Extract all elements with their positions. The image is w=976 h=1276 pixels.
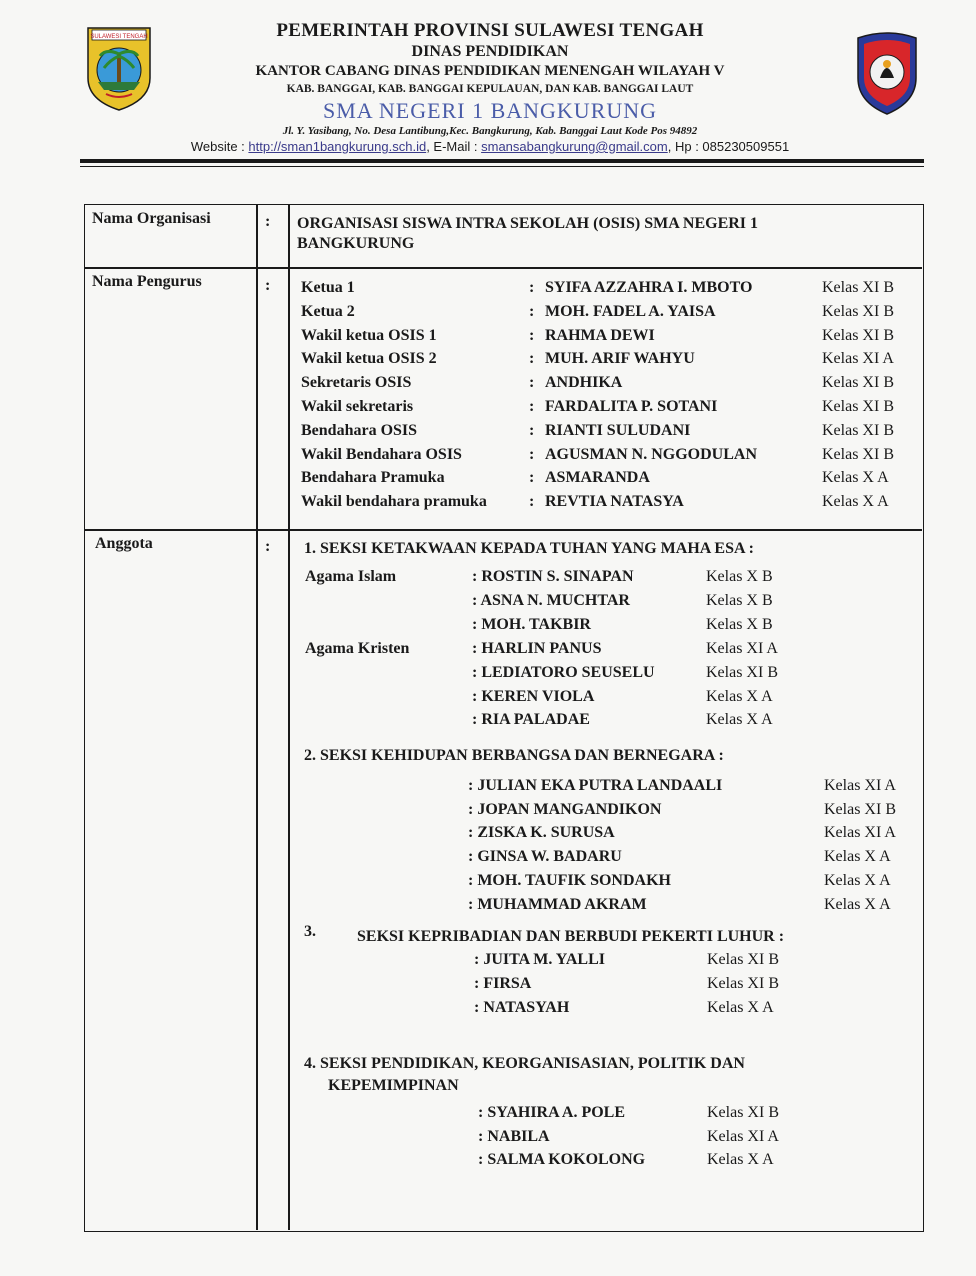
section-3-number: 3. bbox=[304, 923, 316, 940]
member-name: SYIFA AZZAHRA I. MBOTO bbox=[545, 279, 753, 296]
list-item bbox=[0, 774, 976, 798]
list-item bbox=[0, 637, 976, 661]
list-item bbox=[0, 845, 976, 869]
list-item bbox=[0, 371, 976, 395]
member-name: AGUSMAN N. NGGODULAN bbox=[545, 445, 757, 463]
member-name: : FIRSA bbox=[474, 975, 532, 992]
section-3-title: SEKSI KEPRIBADIAN DAN BERBUDI PEKERTI LUHUR : bbox=[357, 928, 785, 945]
list-item bbox=[0, 1101, 976, 1125]
member-name: : JULIAN EKA PUTRA LANDAALI bbox=[468, 777, 723, 794]
class-label: Kelas XI B bbox=[822, 398, 894, 415]
email-link[interactable]: smansabangkurung@gmail.com bbox=[481, 139, 668, 154]
class-label: Kelas XI B bbox=[822, 445, 894, 463]
table-row-divider bbox=[84, 267, 922, 269]
member-name: REVTIA NATASYA bbox=[545, 493, 684, 511]
list-item bbox=[0, 324, 976, 348]
class-label: Kelas X A bbox=[824, 871, 891, 889]
class-label: Kelas XI A bbox=[824, 824, 896, 842]
list-item bbox=[0, 972, 976, 996]
letterhead-divider-thin bbox=[80, 166, 924, 167]
colon: : bbox=[529, 493, 535, 511]
list-item bbox=[0, 1148, 976, 1172]
member-name: : HARLIN PANUS bbox=[472, 639, 602, 657]
school-address: Jl. Y. Yasibang, No. Desa Lantibung,Kec. Bangkurung, Kab. Banggai Laut Kode Pos 94892 bbox=[282, 125, 698, 137]
member-name: : ASNA N. MUCHTAR bbox=[472, 591, 630, 609]
list-item bbox=[0, 419, 976, 443]
list-item bbox=[0, 661, 976, 685]
member-name: : NATASYAH bbox=[474, 999, 570, 1016]
class-label: Kelas XI B bbox=[707, 975, 779, 992]
list-item bbox=[0, 276, 976, 300]
letterhead-divider-thick bbox=[80, 159, 924, 163]
colon: : bbox=[529, 350, 535, 368]
provincial-emblem-icon bbox=[84, 24, 154, 112]
member-name: : SYAHIRA A. POLE bbox=[478, 1104, 625, 1121]
class-label: Kelas X A bbox=[822, 469, 889, 487]
class-label: Kelas X A bbox=[822, 493, 889, 511]
list-item bbox=[0, 996, 976, 1020]
list-item bbox=[0, 395, 976, 419]
colon: : bbox=[529, 302, 535, 320]
member-name: : MUHAMMAD AKRAM bbox=[468, 895, 647, 913]
colon: : bbox=[265, 277, 271, 294]
class-label: Kelas XI B bbox=[706, 663, 778, 681]
colon: : bbox=[529, 421, 535, 439]
member-name: : RIA PALADAE bbox=[472, 711, 590, 729]
role-label: Ketua 2 bbox=[301, 302, 355, 320]
list-item bbox=[0, 565, 976, 589]
colon: : bbox=[529, 279, 535, 296]
colon: : bbox=[529, 398, 535, 415]
list-item bbox=[0, 589, 976, 613]
class-label: Kelas X A bbox=[707, 999, 774, 1016]
member-name: : JOPAN MANGANDIKON bbox=[468, 800, 662, 818]
class-label: Kelas XI B bbox=[822, 279, 894, 296]
section-1-title: 1. SEKSI KETAKWAAN KEPADA TUHAN YANG MAHA ESA : bbox=[304, 540, 754, 557]
role-label: Sekretaris OSIS bbox=[301, 374, 412, 392]
colon: : bbox=[265, 538, 271, 555]
religion-group: Agama Kristen bbox=[305, 639, 410, 657]
class-label: Kelas XI A bbox=[706, 639, 778, 657]
role-label: Wakil ketua OSIS 1 bbox=[301, 326, 437, 344]
list-item bbox=[0, 466, 976, 490]
colon: : bbox=[529, 445, 535, 463]
class-label: Kelas XI B bbox=[707, 951, 779, 968]
org-name-line1: ORGANISASI SISWA INTRA SEKOLAH (OSIS) SMA NEGERI 1 bbox=[297, 215, 759, 232]
member-name: : ZISKA K. SURUSA bbox=[468, 824, 615, 842]
list-item bbox=[0, 821, 976, 845]
list-item bbox=[0, 685, 976, 709]
role-label: Bendahara OSIS bbox=[301, 421, 418, 439]
role-label: Bendahara Pramuka bbox=[301, 469, 445, 487]
member-name: FARDALITA P. SOTANI bbox=[545, 398, 718, 415]
table-row-divider bbox=[84, 529, 922, 531]
list-item bbox=[0, 613, 976, 637]
list-item bbox=[0, 893, 976, 917]
member-name: : JUITA M. YALLI bbox=[474, 951, 605, 968]
member-name: ASMARANDA bbox=[545, 469, 650, 487]
class-label: Kelas XI B bbox=[822, 374, 894, 392]
phone-text: , Hp : 085230509551 bbox=[667, 139, 790, 154]
colon: : bbox=[529, 469, 535, 487]
class-label: Kelas XI A bbox=[822, 350, 894, 368]
colon: : bbox=[265, 213, 271, 230]
role-label: Wakil bendahara pramuka bbox=[301, 493, 487, 511]
class-label: Kelas X A bbox=[824, 895, 891, 913]
member-name: RAHMA DEWI bbox=[545, 326, 655, 344]
role-label: Wakil sekretaris bbox=[301, 398, 414, 415]
org-label: Nama Organisasi bbox=[92, 210, 211, 227]
member-name: : SALMA KOKOLONG bbox=[478, 1151, 646, 1168]
regency-line: KAB. BANGGAI, KAB. BANGGAI KEPULAUAN, DAN KAB. BANGGAI LAUT bbox=[286, 83, 694, 95]
member-name: : GINSA W. BADARU bbox=[468, 848, 622, 866]
member-name: : KEREN VIOLA bbox=[472, 687, 595, 705]
class-label: Kelas XI B bbox=[822, 302, 894, 320]
gov-header-line: PEMERINTAH PROVINSI SULAWESI TENGAH bbox=[276, 20, 704, 41]
org-name-line2: BANGKURUNG bbox=[297, 235, 415, 252]
class-label: Kelas X A bbox=[824, 848, 891, 866]
member-name: : MOH. TAKBIR bbox=[472, 615, 591, 633]
class-label: Kelas XI B bbox=[707, 1104, 779, 1121]
class-label: Kelas X A bbox=[706, 711, 773, 729]
section-4-title-cont: KEPEMIMPINAN bbox=[328, 1077, 459, 1094]
list-item bbox=[0, 347, 976, 371]
anggota-label: Anggota bbox=[95, 535, 153, 552]
member-name: : LEDIATORO SEUSELU bbox=[472, 663, 655, 681]
emblem-banner-text: SULAWESI TENGAH bbox=[90, 34, 148, 40]
contact-line bbox=[150, 139, 830, 154]
class-label: Kelas X A bbox=[707, 1151, 774, 1168]
school-name: SMA NEGERI 1 BANGKURUNG bbox=[322, 98, 658, 123]
department-header-line: DINAS PENDIDIKAN bbox=[411, 43, 569, 60]
class-label: Kelas X B bbox=[706, 615, 773, 633]
list-item bbox=[0, 948, 976, 972]
branch-office-line: KANTOR CABANG DINAS PENDIDIKAN MENENGAH WILAYAH V bbox=[255, 63, 725, 79]
class-label: Kelas XI B bbox=[824, 800, 896, 818]
list-item bbox=[0, 300, 976, 324]
school-shield-icon bbox=[850, 28, 924, 118]
member-name: : MOH. TAUFIK SONDAKH bbox=[468, 871, 671, 889]
list-item bbox=[0, 869, 976, 893]
class-label: Kelas X A bbox=[706, 687, 773, 705]
member-name: : ROSTIN S. SINAPAN bbox=[472, 568, 634, 585]
list-item bbox=[0, 1125, 976, 1149]
section-2-title: 2. SEKSI KEHIDUPAN BERBANGSA DAN BERNEGARA : bbox=[304, 747, 724, 764]
member-name: RIANTI SULUDANI bbox=[545, 421, 691, 439]
member-name: MOH. FADEL A. YAISA bbox=[545, 302, 716, 320]
list-item bbox=[0, 490, 976, 514]
section-4-title: 4. SEKSI PENDIDIKAN, KEORGANISASIAN, POLITIK DAN bbox=[304, 1055, 745, 1072]
list-item bbox=[0, 708, 976, 732]
class-label: Kelas X B bbox=[706, 568, 773, 585]
member-name: MUH. ARIF WAHYU bbox=[545, 350, 695, 368]
role-label: Wakil Bendahara OSIS bbox=[301, 445, 462, 463]
website-label: Website : bbox=[190, 139, 245, 154]
colon: : bbox=[529, 374, 535, 392]
class-label: Kelas XI A bbox=[824, 777, 896, 794]
list-item bbox=[0, 443, 976, 467]
website-link[interactable]: http://sman1bangkurung.sch.id bbox=[248, 139, 427, 154]
pengurus-label: Nama Pengurus bbox=[92, 273, 202, 290]
colon: : bbox=[529, 326, 535, 344]
class-label: Kelas XI B bbox=[822, 326, 894, 344]
religion-group: Agama Islam bbox=[305, 568, 397, 585]
member-name: : NABILA bbox=[478, 1127, 550, 1145]
list-item bbox=[0, 798, 976, 822]
email-label: , E-Mail : bbox=[426, 139, 478, 154]
role-label: Wakil ketua OSIS 2 bbox=[301, 350, 437, 368]
class-label: Kelas XI A bbox=[707, 1127, 779, 1145]
member-name: ANDHIKA bbox=[545, 374, 623, 392]
role-label: Ketua 1 bbox=[301, 279, 355, 296]
class-label: Kelas X B bbox=[706, 591, 773, 609]
class-label: Kelas XI B bbox=[822, 421, 894, 439]
